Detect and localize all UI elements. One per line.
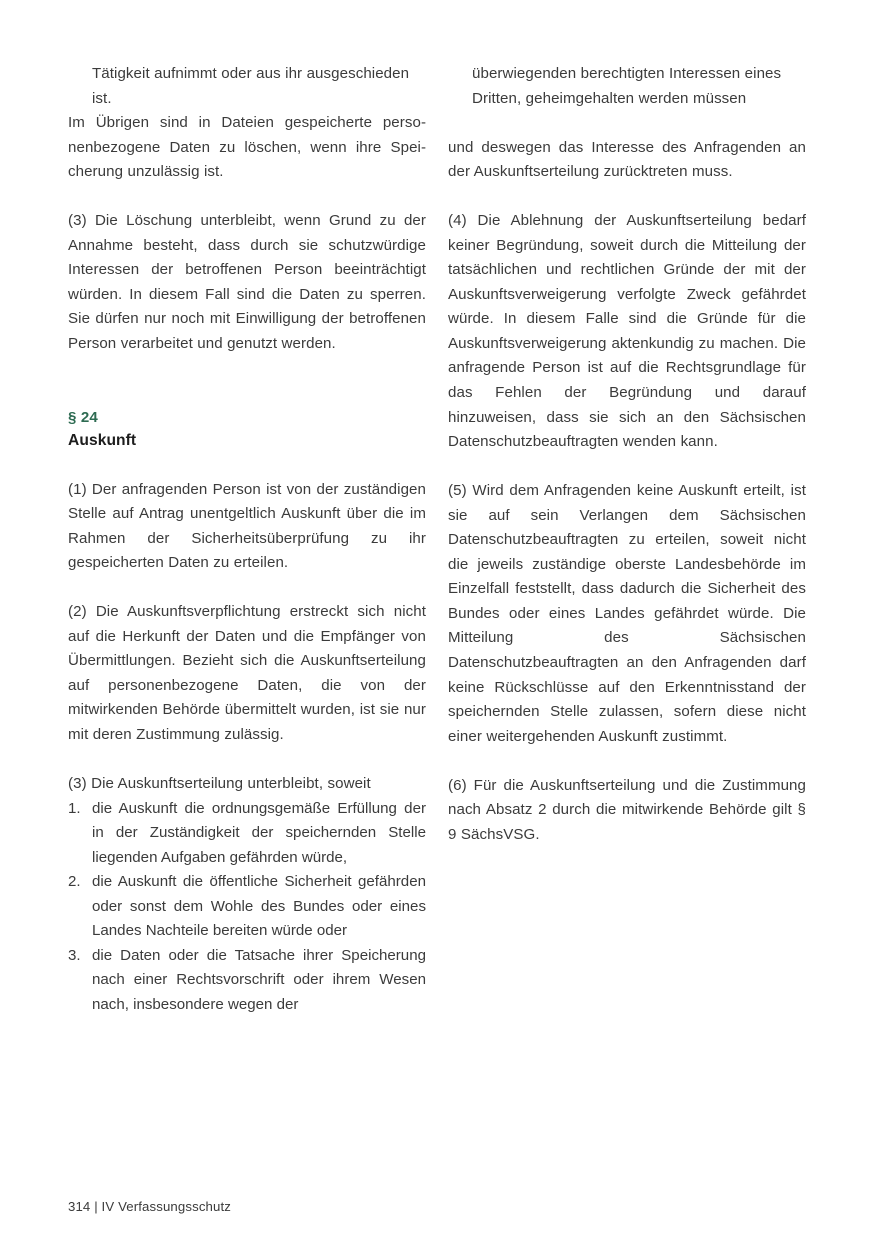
paragraph-spacer <box>68 185 426 210</box>
section-title: Auskunft <box>68 431 137 449</box>
paragraph-spacer <box>448 455 806 480</box>
two-column-body <box>68 62 806 1122</box>
list-item-text: die Auskunft die ordnungsgemäße Erfüllung der in der Zuständigkeit der speichernden Stelle liegenden Aufgaben gefährden würde, <box>92 799 426 866</box>
paragraph-6: (6) Für die Auskunftserteilung und die Zustimmung nach Absatz 2 durch die mitwirkende Behörde gilt § 9 SächsVSG. <box>448 776 806 843</box>
right-column <box>448 62 806 1122</box>
numbered-list <box>68 797 426 1018</box>
paragraph-spacer <box>68 747 426 772</box>
paragraph-4: (4) Die Ablehnung der Auskunftserteilung bedarf keiner Begründung, soweit durch die Mitteilung der tatsächlichen und rechtlichen Gründe der mit der Auskunftsverweigerung verfolgte Zweck gefährdet würde. In diesem Falle sind die Gründe für die Auskunftsverweigerung aktenkundig zu machen. Die anfragende Person ist auf die Rechtsgrundlage für das Fehlen der Begründung und darauf hinzuweisen, dass sie sich an den Sächsischen Datenschutzbeauftragten wenden kann. <box>448 212 806 451</box>
paragraph-1: (1) Der anfragenden Person ist von der zuständigen Stelle auf Antrag unentgeltlich Auskunft über die im Rahmen der Sicherheitsüberprüfung zu ihr gespeicherten Daten zu erteilen. <box>68 480 426 572</box>
continuation-closing-sentence: Im Übrigen sind in Dateien gespeicherte personenbezogene Daten zu löschen, wenn ihre Speicherung unzulässig ist. <box>68 114 426 181</box>
list-item <box>68 870 426 944</box>
paragraph-spacer <box>68 357 426 382</box>
paragraph-5: (5) Wird dem Anfragenden keine Auskunft erteilt, ist sie auf sein Verlangen dem Sächsischen Datenschutzbeauftragten zu erteilen, soweit nicht die jeweils zuständige oberste Landesbehörde im Einzelfall feststellt, dass dadurch die Sicherheit des Bundes oder eines Landes gefährdet würde. Die Mitteilung des Sächsischen Datenschutzbeauftragten an den Anfragenden darf keine Rückschlüsse auf den Erkenntnisstand der speichernden Stelle zulassen, sofern diese nicht einer weitergehenden Auskunft zustimmt. <box>448 482 806 745</box>
list-item-marker: 3. <box>68 946 81 964</box>
list-item-marker: 1. <box>68 799 81 817</box>
continuation-indented-lines: Tätigkeit aufnimmt oder aus ihr ausgeschieden ist. <box>92 65 410 107</box>
paragraph-spacer <box>68 453 426 478</box>
page-footer: 314 | IV Verfassungsschutz <box>68 1199 232 1214</box>
list-continuation: überwiegenden berechtigten Interessen eines Dritten, geheimgehalten werden müssen <box>472 65 782 107</box>
list-item-marker: 2. <box>68 873 81 891</box>
paragraph-spacer <box>448 749 806 774</box>
list-item <box>68 944 426 1018</box>
list-item-text: die Auskunft die öffentliche Sicherheit gefährden oder sonst dem Wohle des Bundes oder eines Landes Nachteile bereiten würde oder <box>92 873 426 940</box>
section-number: § 24 <box>68 408 98 426</box>
paragraph-spacer <box>448 185 806 210</box>
paragraph-spacer <box>68 576 426 601</box>
paragraph-3-auskunft-intro: (3) Die Auskunftserteilung unterbleibt, soweit <box>68 774 371 792</box>
paragraph-3-loeschung: (3) Die Löschung unterbleibt, wenn Grund zu der Annahme besteht, dass durch sie schutzwürdige Interessen der betroffenen Person beeinträchtigt würden. In diesem Fall sind die Daten zu sperren. Sie dürfen nur noch mit Einwilligung der betroffenen Person verarbeitet und genutzt werden. <box>68 212 426 352</box>
paragraph-spacer <box>68 381 426 406</box>
paragraph-2: (2) Die Auskunftsverpflichtung erstreckt sich nicht auf die Herkunft der Daten und die Empfänger von Übermittlungen. Bezieht sich die Auskunftserteilung auf personenbezogene Daten, die von der mitwirkenden Behörde übermittelt wurden, ist sie nur mit deren Zustimmung zulässig. <box>68 603 426 743</box>
closing-clause: und deswegen das Interesse des Anfragenden an der Auskunftserteilung zurücktreten muss. <box>448 138 806 181</box>
list-item <box>68 797 426 871</box>
paragraph-spacer <box>448 111 806 136</box>
left-column <box>68 62 426 1122</box>
list-item-text: die Daten oder die Tatsache ihrer Speicherung nach einer Rechtsvorschrift oder ihrem Wesen nach, insbesondere wegen der <box>92 946 426 1013</box>
